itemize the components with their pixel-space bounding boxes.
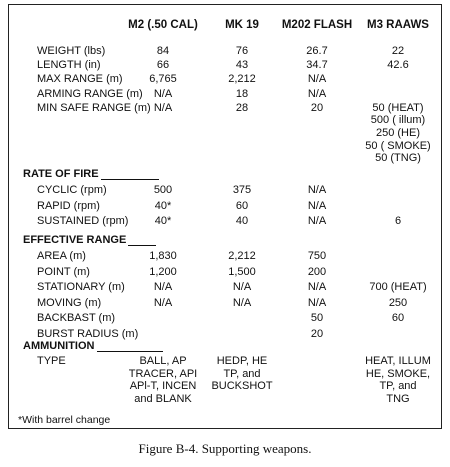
row-label: TYPE [37,355,66,367]
table-cell: TP, and [223,367,261,380]
section-title: RATE OF FIRE [23,168,99,180]
table-cell: APl-T, INCEN [129,380,197,393]
table-cell: 20 [310,327,324,340]
row-label: LENGTH (in) [37,59,101,72]
table-cell: 2,212 [228,73,256,86]
column-header: M2 (.50 CAL) [128,19,198,31]
table-cell: 50 (TNG) [375,152,421,165]
section-heading [23,234,156,246]
table-cell: 500 ( illum) [370,114,426,127]
section-heading [23,340,163,352]
table-cell: N/A [307,296,327,309]
row-label: POINT (m) [37,265,90,278]
row-label: CYCLIC (rpm) [37,184,107,196]
table-cell: 750 [307,250,327,262]
table-cell: TRACER, API [128,367,198,380]
table-cell: N/A [153,296,173,309]
table-cell: 200 [307,265,327,278]
row-label: STATIONARY (m) [37,281,125,293]
row-label: RAPID (rpm) [37,199,100,212]
table-cell: 375 [232,184,252,196]
table-cell: 22 [391,45,405,57]
table-cell: 50 (HEAT) [372,101,424,114]
table-cell: 6 [394,215,402,227]
table-cell: 1,830 [149,250,177,262]
table-cell: N/A [307,215,327,227]
table-cell: N/A [307,87,327,100]
table-cell: 28 [235,101,249,114]
section-heading [23,168,159,180]
table-cell: HEDP, HE [216,355,268,367]
table-cell: N/A [307,73,327,86]
table-cell: N/A [232,281,252,293]
table-cell: 42.6 [387,59,409,72]
section-underline [101,178,159,180]
row-label: ARMING RANGE (m) [37,87,143,100]
row-label: SUSTAINED (rpm) [37,215,129,227]
table-cell: N/A [307,281,327,293]
table-cell: 50 [310,312,324,324]
section-underline [128,244,156,246]
table-cell: 700 (HEAT) [369,281,427,293]
table-cell: 6,765 [149,73,177,86]
table-cell: 50 ( SMOKE) [365,139,431,152]
table-cell: N/A [307,199,327,212]
table-cell: BUCKSHOT [211,380,273,393]
column-header: M202 FLASH [281,19,353,31]
column-header: M3 RAAWS [367,19,429,31]
section-underline [97,350,163,352]
table-cell: 1,500 [228,265,256,278]
table-cell: 40* [154,215,172,227]
row-label: BURST RADIUS (m) [37,327,139,340]
table-cell: 1,200 [149,265,177,278]
table-cell: 60 [391,312,405,324]
table-cell: N/A [232,296,252,309]
table-cell: 250 (HE) [375,127,421,139]
table-cell: 18 [235,87,249,100]
table-cell: BALL, AP [139,355,187,367]
row-label: MAX RANGE (m) [37,73,123,86]
table-cell: 40 [235,215,249,227]
table-cell: 500 [153,184,173,196]
table-cell: 60 [235,199,249,212]
figure-caption: Figure B-4. Supporting weapons. [138,441,312,456]
section-title: EFFECTIVE RANGE [23,234,127,246]
row-label: WEIGHT (lbs) [37,45,106,57]
column-header: MK 19 [225,19,259,31]
table-cell: HEAT, ILLUM [365,355,431,367]
table-cell: 2,212 [228,250,256,262]
table-cell: N/A [307,184,327,196]
row-label: MIN SAFE RANGE (m) [37,101,151,114]
table-cell: 76 [235,45,249,57]
table-cell: TP, and [379,380,417,393]
table-cell: 40* [154,199,172,212]
section-title: AMMUNITION [23,340,95,352]
table-cell: 20 [310,101,324,114]
table-cell: 43 [235,59,249,72]
table-cell: 66 [156,59,170,72]
row-label: BACKBAST (m) [37,312,116,324]
table-cell: HE, SMOKE, [365,367,431,380]
table-cell: N/A [153,87,173,100]
table-cell: 26.7 [306,45,328,57]
table-cell: 84 [156,45,170,57]
table-cell: N/A [153,281,173,293]
table-cell: 250 [388,296,408,309]
row-label: AREA (m) [37,250,86,262]
table-cell: and BLANK [134,392,192,405]
table-cell: N/A [153,101,173,114]
row-label: MOVING (m) [37,296,102,309]
footnote: *With barrel change [18,414,111,426]
table-cell: 34.7 [306,59,328,72]
table-cell: TNG [386,392,410,405]
